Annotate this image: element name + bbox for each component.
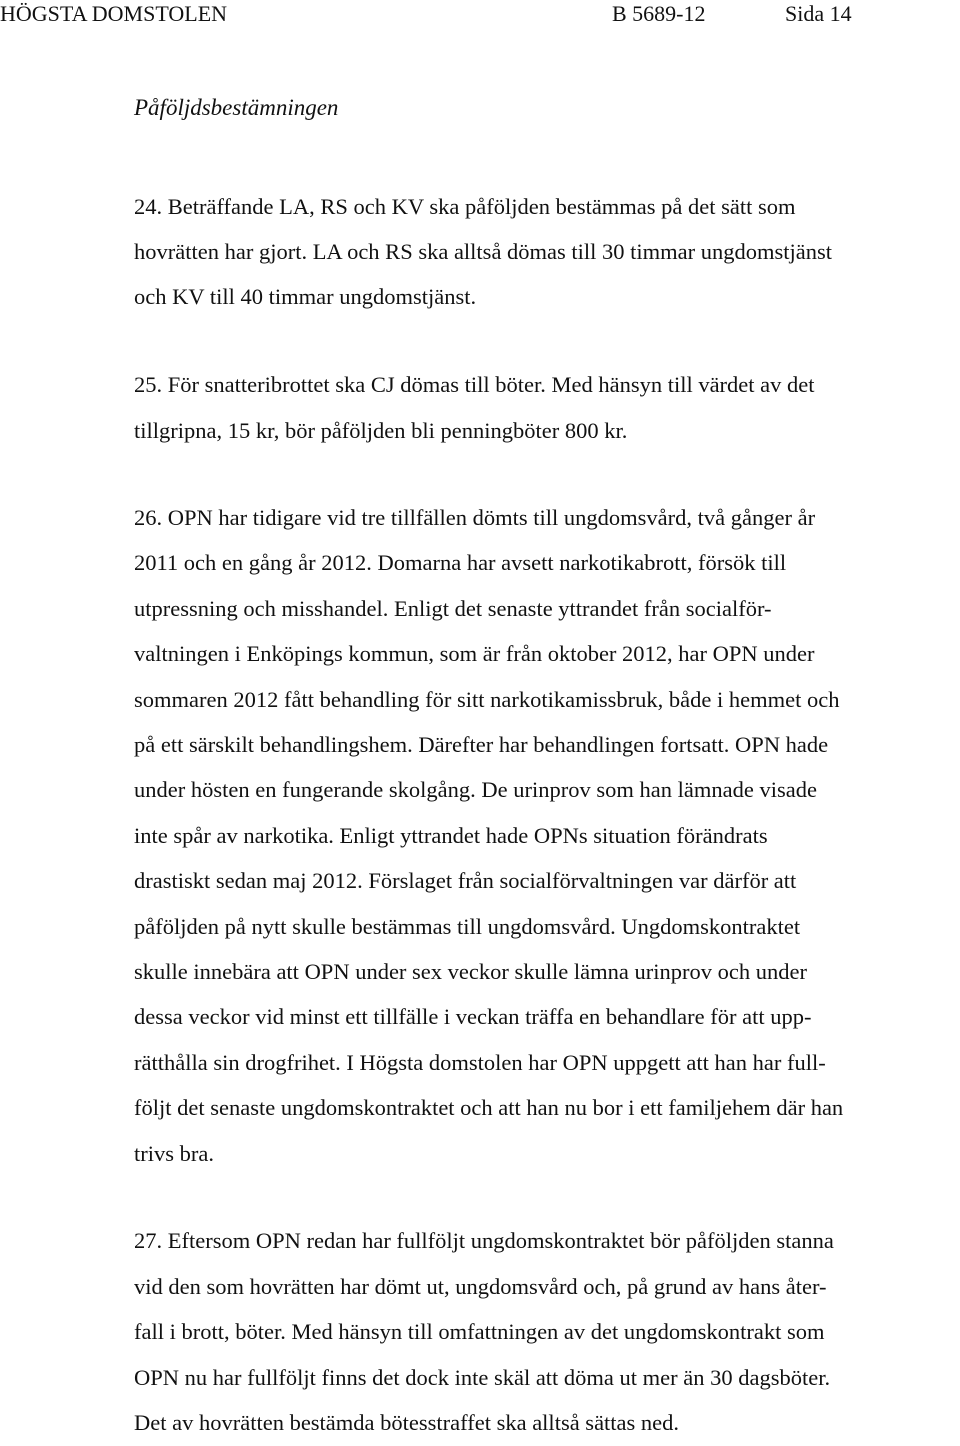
paragraph-line: OPN nu har fullföljt finns det dock inte skäl att döma ut mer än 30 dagsböter.: [134, 1364, 831, 1390]
paragraph-line: vid den som hovrätten har dömt ut, ungdomsvård och, på grund av hans åter-: [134, 1273, 827, 1299]
court-name: HÖGSTA DOMSTOLEN: [0, 1, 228, 26]
paragraph-line: på ett särskilt behandlingshem. Därefter har behandlingen fortsatt. OPN hade: [134, 732, 829, 758]
paragraph-line: 2011 och en gång år 2012. Domarna har avsett narkotikabrott, försök till: [134, 550, 787, 576]
paragraph-line: 24. Beträffande LA, RS och KV ska påföljden bestämmas på det sätt som: [134, 194, 796, 219]
paragraph-line: dessa veckor vid minst ett tillfälle i veckan träffa en behandlare för att upp-: [134, 1004, 812, 1030]
paragraph-line: utpressning och misshandel. Enligt det senaste yttrandet från socialför-: [134, 595, 772, 621]
page-header: [0, 0, 960, 30]
paragraph-line: och KV till 40 timmar ungdomstjänst.: [134, 284, 477, 309]
section-title: Påföljdsbestämningen: [134, 95, 339, 120]
paragraph-27: [134, 1218, 834, 1446]
paragraph-line: 27. Eftersom OPN redan har fullföljt ungdomskontraktet bör påföljden stanna: [134, 1228, 834, 1253]
page-number: Sida 14: [785, 1, 852, 26]
paragraph-line: 25. För snatteribrottet ska CJ dömas till böter. Med hänsyn till värdet av det: [134, 372, 815, 397]
paragraph-26: [134, 495, 843, 1176]
paragraph-line: hovrätten har gjort. LA och RS ska alltså dömas till 30 timmar ungdomstjänst: [134, 239, 833, 264]
paragraph-line: under hösten en fungerande skolgång. De urinprov som han lämnade visade: [134, 777, 817, 803]
paragraph-line: valtningen i Enköpings kommun, som är från oktober 2012, har OPN under: [134, 641, 815, 667]
paragraph-line: trivs bra.: [134, 1140, 214, 1166]
paragraph-line: skulle innebära att OPN under sex veckor skulle lämna urinprov och under: [134, 959, 807, 985]
case-number: B 5689-12: [612, 1, 706, 26]
paragraph-line: sommaren 2012 fått behandling för sitt narkotikamissbruk, både i hemmet och: [134, 686, 840, 712]
paragraph-line: följt det senaste ungdomskontraktet och att han nu bor i ett familjehem där han: [134, 1095, 844, 1121]
paragraph-line: inte spår av narkotika. Enligt yttrandet hade OPNs situation förändrats: [134, 822, 768, 848]
paragraph-line: 26. OPN har tidigare vid tre tillfällen dömts till ungdomsvård, två gånger år: [134, 505, 816, 530]
paragraph-line: rätthålla sin drogfrihet. I Högsta domstolen har OPN uppgett att han har full-: [134, 1049, 826, 1075]
paragraph-line: påföljden på nytt skulle bestämmas till ungdomsvård. Ungdomskontraktet: [134, 913, 801, 939]
paragraph-24: [134, 184, 832, 319]
paragraph-25: [134, 362, 815, 454]
paragraph-line: fall i brott, böter. Med hänsyn till omfattningen av det ungdomskontrakt som: [134, 1319, 825, 1345]
paragraph-line: tillgripna, 15 kr, bör påföljden bli penningböter 800 kr.: [134, 418, 628, 443]
paragraph-line: Det av hovrätten bestämda bötesstraffet ska alltså sättas ned.: [134, 1410, 680, 1436]
paragraph-line: drastiskt sedan maj 2012. Förslaget från socialförvaltningen var därför att: [134, 868, 797, 894]
